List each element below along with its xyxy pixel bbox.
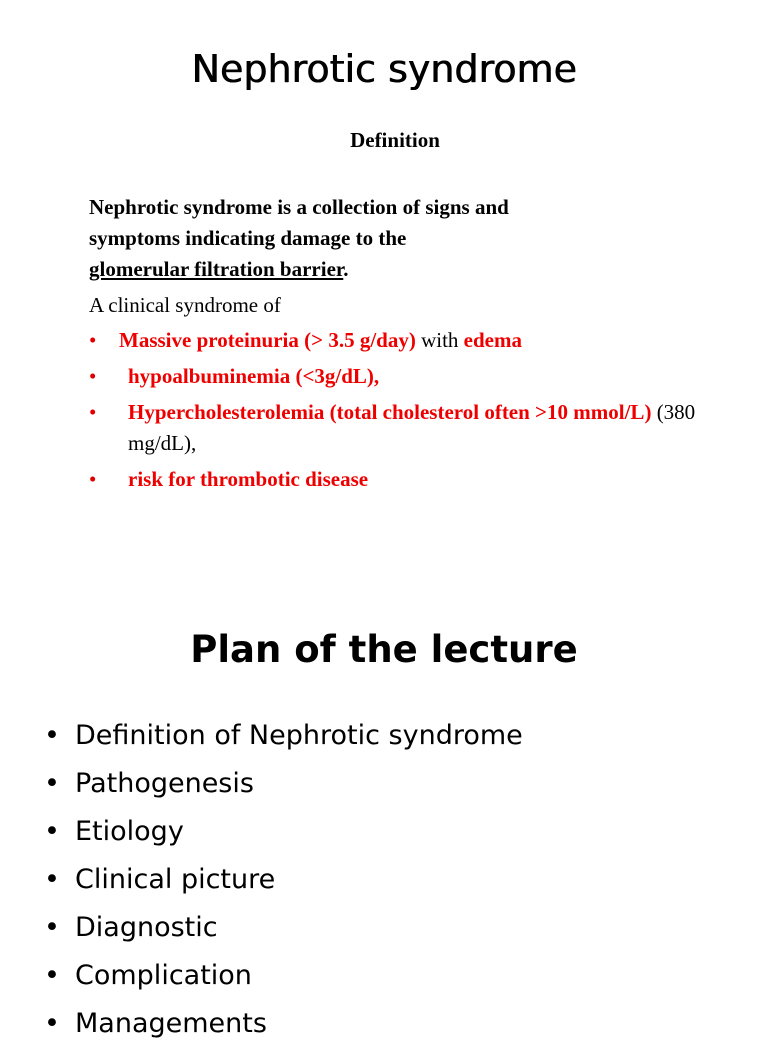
intro-text: A clinical syndrome of xyxy=(89,293,281,317)
criteria-red-text: risk for thrombotic disease xyxy=(128,467,369,491)
definition-underlined-term: glomerular filtration barrier xyxy=(89,257,344,281)
bullet-icon: • xyxy=(44,720,60,751)
criteria-plain-text: (380 mg/dL), xyxy=(128,400,696,455)
list-item xyxy=(89,397,729,459)
criteria-red-text: hypoalbuminemia (<3g/dL), xyxy=(128,364,380,388)
bullet-icon: • xyxy=(89,364,97,388)
bullet-icon: • xyxy=(89,467,97,491)
plan-item-label: Diagnostic xyxy=(75,912,218,943)
slide-title: Plan of the lecture xyxy=(190,628,578,671)
plan-item-label: Definition of Nephrotic syndrome xyxy=(75,720,523,751)
bullet-icon: • xyxy=(44,1008,60,1039)
list-item xyxy=(44,760,523,808)
plan-item-label: Clinical picture xyxy=(75,864,276,895)
plan-list xyxy=(44,712,523,1048)
bullet-icon: • xyxy=(44,960,60,991)
criteria-red-text: Hypercholesterolemia (total cholesterol often >10 mmol/L) xyxy=(128,400,652,424)
plan-item-label: Pathogenesis xyxy=(75,768,254,799)
plan-item-label: Complication xyxy=(75,960,252,991)
bullet-icon: • xyxy=(44,912,60,943)
definition-line-2: symptoms indicating damage to the xyxy=(89,226,407,250)
list-item xyxy=(44,856,523,904)
slide-plan xyxy=(0,580,768,1039)
plan-item-label: Etiology xyxy=(75,816,184,847)
definition-period: . xyxy=(343,257,349,281)
list-item xyxy=(89,361,729,392)
list-item xyxy=(89,464,729,495)
criteria-list xyxy=(89,325,729,500)
criteria-plain-text: with xyxy=(415,328,464,352)
bullet-icon: • xyxy=(44,768,60,799)
plan-item-label: Managements xyxy=(75,1008,267,1039)
slide-title: Nephrotic syndrome xyxy=(191,47,577,91)
bullet-icon: • xyxy=(44,816,60,847)
list-item xyxy=(44,808,523,856)
criteria-red-text-2: edema xyxy=(463,328,522,352)
bullet-icon: • xyxy=(89,400,97,424)
list-item xyxy=(44,1000,523,1048)
list-item xyxy=(44,712,523,760)
bullet-icon: • xyxy=(89,328,97,352)
list-item xyxy=(44,904,523,952)
section-heading: Definition xyxy=(350,128,440,152)
list-item xyxy=(44,952,523,1000)
definition-paragraph xyxy=(89,192,689,285)
list-item xyxy=(89,325,729,356)
criteria-red-text: Massive proteinuria (> 3.5 g/day) xyxy=(119,328,416,352)
definition-line-1: Nephrotic syndrome is a collection of signs and xyxy=(89,195,509,219)
bullet-icon: • xyxy=(44,864,60,895)
